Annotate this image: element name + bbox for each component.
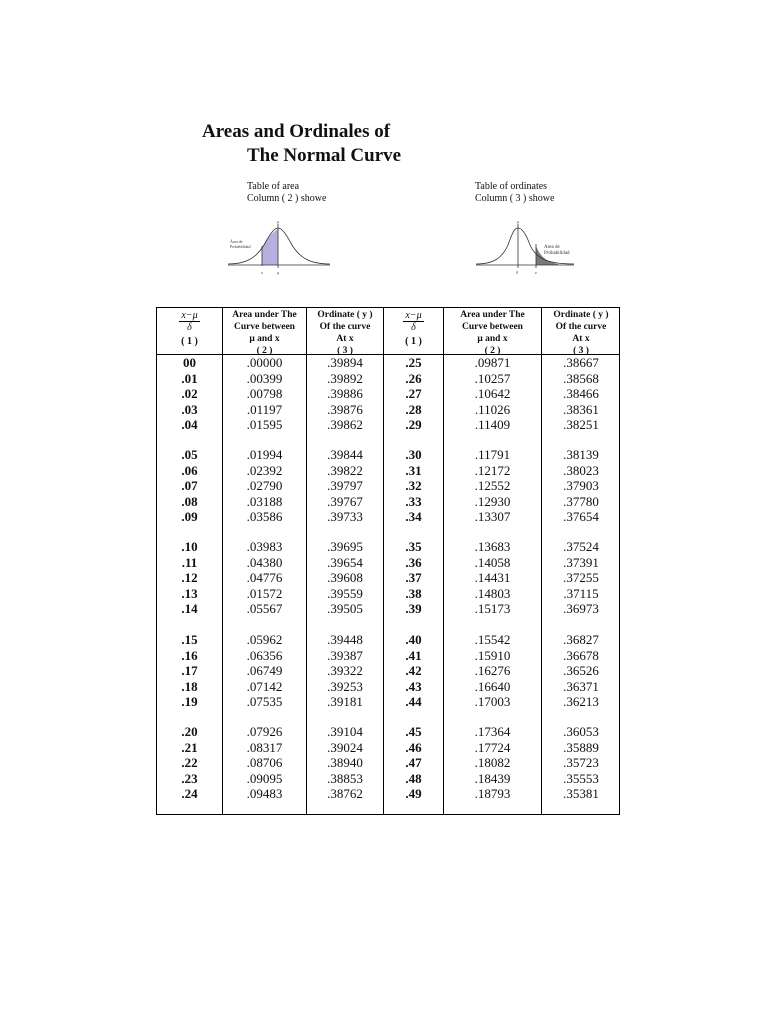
- mu-axis-mark: μ: [277, 270, 280, 275]
- z-value: .43: [405, 678, 422, 694]
- z-column-header-right: [384, 310, 443, 347]
- z-value: .46: [405, 739, 422, 755]
- ordinate-value: .36053: [563, 724, 599, 739]
- z-value: .02: [181, 386, 198, 401]
- ordinate-value: .36827: [563, 632, 599, 647]
- ordinate-value: .36973: [563, 601, 599, 616]
- area-caption-line-1: Table of area: [247, 181, 300, 192]
- z-denominator: δ: [187, 322, 192, 333]
- area-value: .12172: [474, 462, 511, 478]
- ordinate-caption: [475, 181, 554, 205]
- ordinate-value: .37524: [563, 539, 599, 554]
- header-line: μ and x: [477, 334, 508, 344]
- ordinate-value: .39654: [327, 554, 363, 570]
- z-value: .38: [405, 585, 422, 601]
- area-value: .14803: [474, 585, 511, 601]
- area-shaded-region: [262, 229, 278, 265]
- z-value: .47: [405, 755, 422, 770]
- z-value: .37: [405, 570, 422, 585]
- area-value: .04776: [246, 570, 283, 585]
- area-value: .15910: [474, 647, 511, 663]
- z-value: .40: [405, 632, 422, 647]
- ordinate-value: .39695: [327, 539, 363, 554]
- ordinate-value: .36526: [563, 663, 599, 678]
- ordinate-curve-figure: [474, 218, 586, 276]
- area-value: .01994: [246, 447, 283, 462]
- z-value: .19: [181, 694, 198, 709]
- ordinate-value: .38853: [327, 770, 363, 786]
- z-value: 00: [183, 355, 196, 370]
- ordinate-value: .37654: [563, 509, 599, 524]
- ordinate-value: .37903: [563, 478, 599, 493]
- z-column-header-left: [157, 310, 222, 347]
- ordinate-value: .36678: [563, 647, 599, 663]
- z-value: .18: [181, 678, 198, 694]
- area-value: .00000: [246, 355, 283, 370]
- ordinate-value: .38762: [327, 786, 363, 801]
- area-value: .18439: [474, 770, 511, 786]
- area-value: .16276: [474, 663, 511, 678]
- title-line-2: The Normal Curve: [247, 145, 402, 166]
- area-value: .00798: [246, 386, 283, 401]
- area-value: .07535: [246, 694, 283, 709]
- ordinate-value: .39894: [327, 355, 363, 370]
- header-line: Of the curve: [319, 322, 371, 332]
- z-value: .08: [181, 493, 198, 509]
- z-value: .01: [181, 370, 198, 386]
- z-value: .32: [405, 478, 422, 493]
- ordinate-value: .39733: [327, 509, 363, 524]
- header-line: At x: [336, 334, 354, 344]
- ordinate-value: .37255: [563, 570, 599, 585]
- area-value: .16640: [474, 678, 511, 694]
- area-value: .00399: [246, 370, 283, 386]
- z-column-number: ( 1 ): [405, 336, 422, 347]
- z-value: .28: [405, 401, 422, 417]
- zero-axis-mark: 0: [516, 270, 518, 275]
- z-axis-mark: z: [535, 270, 537, 275]
- ordinate-value: .38361: [563, 401, 599, 417]
- z-value: .14: [181, 601, 198, 616]
- ordinate-value: .38568: [563, 370, 599, 386]
- z-value: .07: [181, 478, 198, 493]
- header-line: ( 3 ): [573, 346, 589, 356]
- z-value: .34: [405, 509, 422, 524]
- z-value: .33: [405, 493, 422, 509]
- ordinate-value: .39876: [327, 401, 363, 417]
- header-line: Curve between: [234, 322, 295, 332]
- area-value: .18082: [474, 755, 511, 770]
- z-value: .22: [181, 755, 198, 770]
- area-value: .10642: [474, 386, 511, 401]
- z-value: .24: [181, 786, 198, 801]
- ordinate-value: .38466: [563, 386, 599, 401]
- z-value: .35: [405, 539, 422, 554]
- header-line: ( 2 ): [256, 346, 273, 356]
- z-value: .10: [181, 539, 198, 554]
- ordinate-value: .39322: [327, 663, 363, 678]
- ordinate-value: .39822: [327, 462, 363, 478]
- area-value: .07142: [246, 678, 283, 694]
- area-value: .09871: [474, 355, 511, 370]
- z-value: .13: [181, 585, 198, 601]
- area-value: .12930: [474, 493, 511, 509]
- ordinate-value: .38940: [327, 755, 363, 770]
- z-value: .11: [181, 554, 198, 570]
- z-value: .45: [405, 724, 422, 739]
- area-label-line-2: Probabilidad: [230, 244, 251, 249]
- z-value: .30: [405, 447, 422, 462]
- area-value: .08317: [246, 739, 283, 755]
- z-value: .12: [181, 570, 198, 585]
- ordinate-value: .35553: [563, 770, 599, 786]
- z-value: .25: [405, 355, 422, 370]
- ordinate-value: .38023: [563, 462, 599, 478]
- z-value: .05: [181, 447, 198, 462]
- header-line: Ordinate ( y ): [553, 310, 609, 320]
- z-value: .44: [405, 694, 422, 709]
- z-value: .42: [405, 663, 422, 678]
- z-value: .49: [405, 786, 422, 801]
- ordinate-value: .39608: [327, 570, 363, 585]
- area-value: .11026: [474, 401, 511, 417]
- area-value: .08706: [246, 755, 283, 770]
- z-value: .09: [181, 509, 198, 524]
- ordinate-value: .39767: [327, 493, 363, 509]
- area-value: .11409: [474, 417, 511, 432]
- ordinate-value: .39797: [327, 478, 363, 493]
- area-value: .15173: [474, 601, 511, 616]
- area-caption: [247, 181, 326, 205]
- header-line: Of the curve: [555, 322, 607, 332]
- ordinate-value: .39505: [327, 601, 363, 616]
- ordinate-value: .39559: [327, 585, 363, 601]
- z-value: .36: [405, 554, 422, 570]
- ordinate-value: .37115: [563, 585, 599, 601]
- ordinate-column-header-left: [307, 309, 383, 357]
- ordinate-value: .39024: [327, 739, 363, 755]
- z-numerator: x−μ: [405, 310, 422, 321]
- ordinate-value: .37780: [563, 493, 599, 509]
- z-value: .39: [405, 601, 422, 616]
- z-value: .41: [405, 647, 422, 663]
- area-value: .09483: [246, 786, 283, 801]
- area-value: .03188: [246, 493, 283, 509]
- ordinate-label-line-1: Area de: [544, 245, 560, 250]
- area-caption-line-2: Column ( 2 ) showe: [247, 193, 327, 204]
- z-column-number: ( 1 ): [181, 336, 198, 347]
- ordinate-value: .36213: [563, 694, 599, 709]
- area-column-header-right: [444, 309, 541, 357]
- header-line: Curve between: [462, 322, 523, 332]
- z-denominator: δ: [411, 322, 416, 333]
- area-value: .14058: [474, 554, 511, 570]
- ordinate-value: .39253: [327, 678, 363, 694]
- header-line: Ordinate ( y ): [317, 310, 373, 320]
- area-value: .04380: [246, 554, 283, 570]
- area-value: .17003: [474, 694, 511, 709]
- area-value: .09095: [246, 770, 283, 786]
- z-value: .15: [181, 632, 198, 647]
- area-column-header-left: [223, 309, 306, 357]
- title-line-1: Areas and Ordinales of: [202, 121, 391, 142]
- area-value: .10257: [474, 370, 511, 386]
- area-value: .05962: [246, 632, 283, 647]
- area-value: .05567: [246, 601, 283, 616]
- z-value: .04: [181, 417, 198, 432]
- z-value: .16: [181, 647, 198, 663]
- area-value: .14431: [474, 570, 511, 585]
- normal-curve-table: [156, 307, 620, 815]
- area-value: .02790: [246, 478, 283, 493]
- area-curve-figure: [226, 218, 334, 276]
- mean-mark: μ: [277, 219, 280, 224]
- z-value: .17: [181, 663, 198, 678]
- ordinate-value: .37391: [563, 554, 599, 570]
- ordinate-value: .39892: [327, 370, 363, 386]
- ordinate-value: .35889: [563, 739, 599, 755]
- ordinate-caption-line-2: Column ( 3 ) showe: [475, 193, 555, 204]
- ordinate-value: .39862: [327, 417, 363, 432]
- area-value: .01197: [246, 401, 283, 417]
- z-value: .06: [181, 462, 198, 478]
- area-value: .13683: [474, 539, 511, 554]
- area-value: .03983: [246, 539, 283, 554]
- ordinate-value: .38667: [563, 355, 599, 370]
- header-line: At x: [572, 334, 590, 344]
- area-value: .06749: [246, 663, 283, 678]
- mean-mark: μ: [517, 219, 520, 224]
- ordinate-value: .38251: [563, 417, 599, 432]
- z-value: .20: [181, 724, 198, 739]
- z-value: .48: [405, 770, 422, 786]
- area-value: .01595: [246, 417, 283, 432]
- area-value: .02392: [246, 462, 283, 478]
- area-label-line-1: Área de: [230, 239, 243, 244]
- z-value: .31: [405, 462, 422, 478]
- area-value: .12552: [474, 478, 511, 493]
- ordinate-value: .39181: [327, 694, 363, 709]
- header-line: μ and x: [249, 334, 280, 344]
- area-value: .17364: [474, 724, 511, 739]
- area-value: .07926: [246, 724, 283, 739]
- ordinate-value: .39844: [327, 447, 363, 462]
- area-value: .17724: [474, 739, 511, 755]
- header-line: Area under The: [232, 310, 297, 320]
- ordinate-value: .39886: [327, 386, 363, 401]
- header-line: ( 3 ): [337, 346, 353, 356]
- ordinate-value: .36371: [563, 678, 599, 694]
- ordinate-value: .38139: [563, 447, 599, 462]
- z-value: .03: [181, 401, 198, 417]
- ordinate-value: .39448: [327, 632, 363, 647]
- header-line: ( 2 ): [484, 346, 501, 356]
- z-value: .27: [405, 386, 422, 401]
- area-value: .03586: [246, 509, 283, 524]
- z-value: .29: [405, 417, 422, 432]
- z-value: .21: [181, 739, 198, 755]
- header-line: Area under The: [460, 310, 525, 320]
- area-value: .13307: [474, 509, 511, 524]
- area-value: .01572: [246, 585, 283, 601]
- x-axis-mark: x: [261, 270, 263, 275]
- z-numerator: x−μ: [181, 310, 198, 321]
- ordinate-column-header-right: [542, 309, 620, 357]
- area-value: .06356: [246, 647, 283, 663]
- area-value: .11791: [474, 447, 511, 462]
- ordinate-value: .39104: [327, 724, 363, 739]
- area-value: .15542: [474, 632, 511, 647]
- ordinate-label-line-2: Probabilidad: [544, 251, 570, 256]
- ordinate-caption-line-1: Table of ordinates: [475, 181, 548, 192]
- z-value: .26: [405, 370, 422, 386]
- ordinate-value: .35381: [563, 786, 599, 801]
- ordinate-value: .39387: [327, 647, 363, 663]
- z-value: .23: [181, 770, 198, 786]
- ordinate-value: .35723: [563, 755, 599, 770]
- area-value: .18793: [474, 786, 511, 801]
